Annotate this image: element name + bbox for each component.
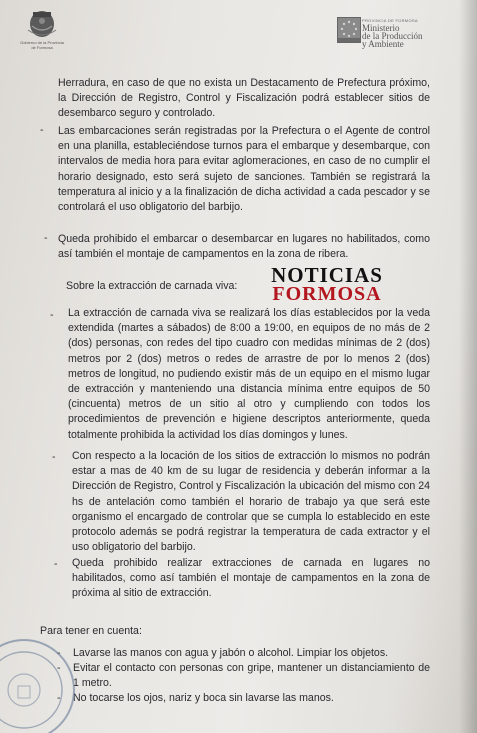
bullet-marker: - bbox=[44, 232, 48, 244]
bullet-marker: - bbox=[50, 309, 54, 321]
government-coat-of-arms-logo bbox=[18, 8, 66, 58]
ministry-province-label: PROVINCIA DE FORMOSA bbox=[362, 18, 418, 23]
logo-caption: Gobierno de la Provincia de Formosa bbox=[20, 40, 64, 50]
ministry-name: Ministerio de la Producción y Ambiente bbox=[362, 23, 423, 49]
section-heading-carnada: Sobre la extracción de carnada viva: bbox=[66, 280, 238, 292]
list-item: La extracción de carnada viva se realizará los días establecidos por la veda extendida (martes a sábados) de 8:00 a 19:00, en equipos de no más de 2 (dos) personas, con redes del tipo cuadro con medidas mínimas de 2 (dos) metros por 2 (dos) metros o redes de arrastre de por lo menos 2 (dos) metros de longitud, no pudiendo existir más de un equipo en el mismo lugar de extracción y manteniendo una distancia mínima entre equipos de 50 (cincuenta) metros de un sitio al otro y cumpliendo con todos los procedimientos de prevención e higiene descriptos anteriormente, queda totalmente prohibida la actividad los días domingos y lunes. bbox=[68, 307, 430, 441]
list-item: Queda prohibido realizar extracciones de carnada en lugares no habilitados, como así también el montaje de campamentos en la zona de próxima al sitio de extracción. bbox=[72, 557, 430, 600]
bullet-marker: - bbox=[52, 451, 56, 463]
list-item: Las embarcaciones serán registradas por la Prefectura o el Agente de control en una planilla, estableciéndose turnos para el embarque y desembarque, con intervalos de media hora para evitar aglomeraciones, en caso de no cumplir el horario designado, esto será sujeto de sanciones. También se registrará la temperatura al inicio y a la finalización de dicha actividad a cada pescador y se controlará el uso obligatorio del barbijo. bbox=[58, 125, 430, 214]
ministry-emblem-icon bbox=[337, 17, 361, 43]
ministry-logo bbox=[337, 17, 437, 57]
list-item: No tocarse los ojos, nariz y boca sin lavarse las manos. bbox=[73, 692, 334, 704]
list-item: Evitar el contacto con personas con gripe, mantener un distanciamiento de 1 metro. bbox=[73, 662, 430, 690]
bullet-marker: - bbox=[57, 692, 61, 704]
section-heading-tener-en-cuenta: Para tener en cuenta: bbox=[40, 625, 142, 637]
official-stamp-seal bbox=[0, 636, 78, 733]
intro-paragraph: Herradura, en caso de que no exista un Destacamento de Prefectura próximo, la Dirección de Registro, Control y Fiscalización podrá establecer sitios de desembarco seguro y controlado. bbox=[58, 77, 430, 120]
bullet-marker: - bbox=[54, 558, 58, 570]
list-item: Con respecto a la locación de los sitios de extracción lo mismos no podrán estar a mas de 40 km de su lugar de residencia y deberán informar a la Dirección de Registro, Control y Fiscalización la ubicación del mismo con 24 hs de antelación como también el horario de trabajo ya que será este organismo el encargado de controlar que se cumpla lo establecido en este protocolo además se podrá registrar la temperatura de cada extractor y el uso obligatorio del barbijo. bbox=[72, 450, 430, 554]
bullet-marker: - bbox=[40, 124, 44, 136]
bullet-marker: - bbox=[57, 662, 61, 674]
noticias-formosa-watermark: NOTICIAS FORMOSA bbox=[271, 263, 383, 305]
bullet-marker: - bbox=[57, 647, 61, 659]
list-item: Lavarse las manos con agua y jabón o alcohol. Limpiar los objetos. bbox=[73, 647, 389, 659]
list-item: Queda prohibido el embarcar o desembarcar en lugares no habilitados, como así también el montaje de campamentos en la zona de ribera. bbox=[58, 233, 430, 261]
page-edge-shadow bbox=[459, 0, 477, 733]
